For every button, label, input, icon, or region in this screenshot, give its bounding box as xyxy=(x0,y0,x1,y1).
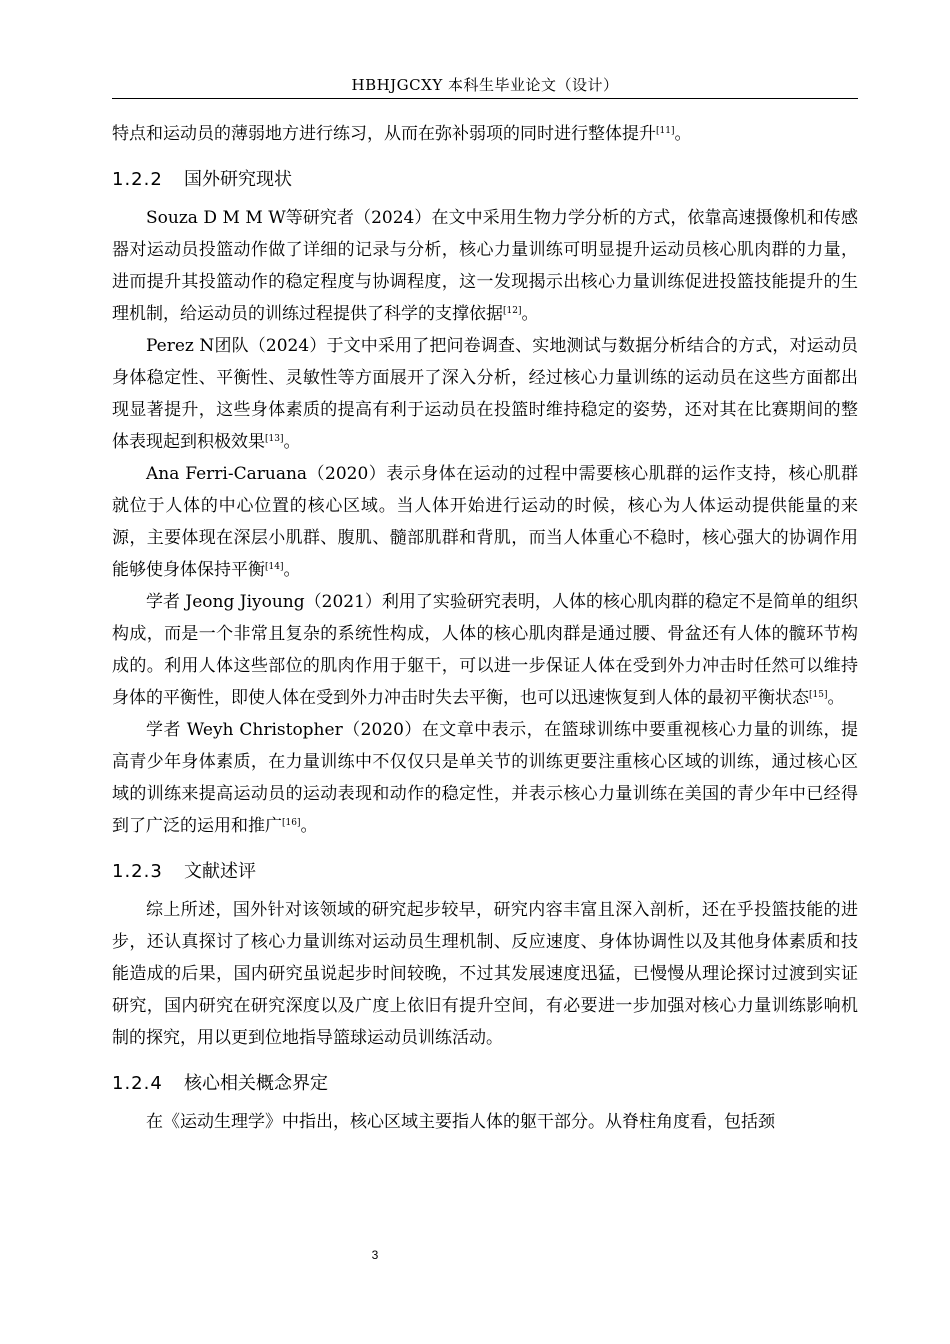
page-number-text: 3 xyxy=(371,1248,379,1262)
paragraph-definition: 在《运动生理学》中指出，核心区域主要指人体的躯干部分。从脊柱角度看，包括颈 xyxy=(146,1112,775,1132)
paragraph-perez xyxy=(112,330,858,458)
paragraph-ferri-caruana xyxy=(112,458,858,586)
citation: [12] xyxy=(503,306,522,316)
page-content xyxy=(112,118,858,1138)
paragraph-end: 。 xyxy=(521,304,539,324)
citation: [16] xyxy=(282,818,301,828)
paragraph-text: 学者 Jeong Jiyoung（2021）利用了实验研究表明，人体的核心肌肉群的稳定不是简单的组织构成，而是一个非常且复杂的系统性构成，人体的核心肌肉群是通过腰、骨盆还有人体的髋环节构成的。利用人体这些部位的肌肉作用于躯干，可以进一步保证人体在受到外力冲击时任然可以维持身体的平衡性，即使人体在受到外力冲击时失去平衡，也可以迅速恢复到人体的最初平衡状态 xyxy=(112,592,858,708)
page-number xyxy=(0,1248,950,1262)
section-number: 1.2.3 xyxy=(112,861,163,882)
paragraph-continuation xyxy=(112,118,858,150)
citation: [15] xyxy=(809,690,828,700)
paragraph-text: Souza D M M W等研究者（2024）在文中采用生物力学分析的方式，依靠高速摄像机和传感器对运动员投篮动作做了详细的记录与分析，核心力量训练可明显提升运动员核心肌肉群的力量，进而提升其投篮动作的稳定程度与协调程度，这一发现揭示出核心力量训练促进投篮技能提升的生理机制，给运动员的训练过程提供了科学的支撑依据 xyxy=(112,208,858,324)
section-heading-1-2-4 xyxy=(112,1068,858,1100)
section-title: 国外研究现状 xyxy=(184,169,292,190)
paragraph-end: 。 xyxy=(283,432,301,452)
section-title: 文献述评 xyxy=(184,861,256,882)
paragraph-end: 。 xyxy=(300,816,318,836)
paragraph-end: 。 xyxy=(827,688,845,708)
paragraph-text: 特点和运动员的薄弱地方进行练习，从而在弥补弱项的同时进行整体提升 xyxy=(112,124,656,144)
paragraph-end: 。 xyxy=(283,560,301,580)
paragraph-weyh xyxy=(112,714,858,842)
citation: [13] xyxy=(265,434,284,444)
paragraph-text: Perez N团队（2024）于文中采用了把问卷调查、实地测试与数据分析结合的方式，对运动员身体稳定性、平衡性、灵敏性等方面展开了深入分析，经过核心力量训练的运动员在这些方面都出现显著提升，这些身体素质的提高有利于运动员在投篮时维持稳定的姿势，还对其在比赛期间的整体表现起到积极效果 xyxy=(112,336,858,452)
paragraph-jeong xyxy=(112,586,858,714)
paragraph-text: 学者 Weyh Christopher（2020）在文章中表示，在篮球训练中要重视核心力量的训练，提高青少年身体素质，在力量训练中不仅仅只是单关节的训练更要注重核心区域的训练，通过核心区域的训练来提高运动员的运动表现和动作的稳定性，并表示核心力量训练在美国的青少年中已经得到了广泛的运用和推广 xyxy=(112,720,858,836)
paragraph-end: 。 xyxy=(674,124,692,144)
section-title: 核心相关概念界定 xyxy=(184,1073,328,1094)
paragraph-text: Ana Ferri-Caruana（2020）表示身体在运动的过程中需要核心肌群的运作支持，核心肌群就位于人体的中心位置的核心区域。当人体开始进行运动的时候，核心为人体运动提供能量的来源，主要体现在深层小肌群、腹肌、髓部肌群和背肌，而当人体重心不稳时，核心强大的协调作用能够使身体保持平衡 xyxy=(112,464,858,580)
paragraph-review: 综上所述，国外针对该领域的研究起步较早，研究内容丰富且深入剖析，还在乎投篮技能的进步，还认真探讨了核心力量训练对运动员生理机制、反应速度、身体协调性以及其他身体素质和技能造成的后果，国内研究虽说起步时间较晚，不过其发展速度迅猛，已慢慢从理论探讨过渡到实证研究，国内研究在研究深度以及广度上依旧有提升空间，有必要进一步加强对核心力量训练影响机制的探究，用以更到位地指导篮球运动员训练活动。 xyxy=(112,900,858,1048)
section-number: 1.2.4 xyxy=(112,1073,163,1094)
header-rule xyxy=(112,98,858,99)
section-heading-1-2-3 xyxy=(112,856,858,888)
paragraph-souza xyxy=(112,202,858,330)
running-header: HBHJGCXY 本科生毕业论文（设计） xyxy=(351,76,619,94)
section-heading-1-2-2 xyxy=(112,164,858,196)
section-number: 1.2.2 xyxy=(112,169,163,190)
citation: [14] xyxy=(265,562,284,572)
citation: [11] xyxy=(656,126,675,136)
